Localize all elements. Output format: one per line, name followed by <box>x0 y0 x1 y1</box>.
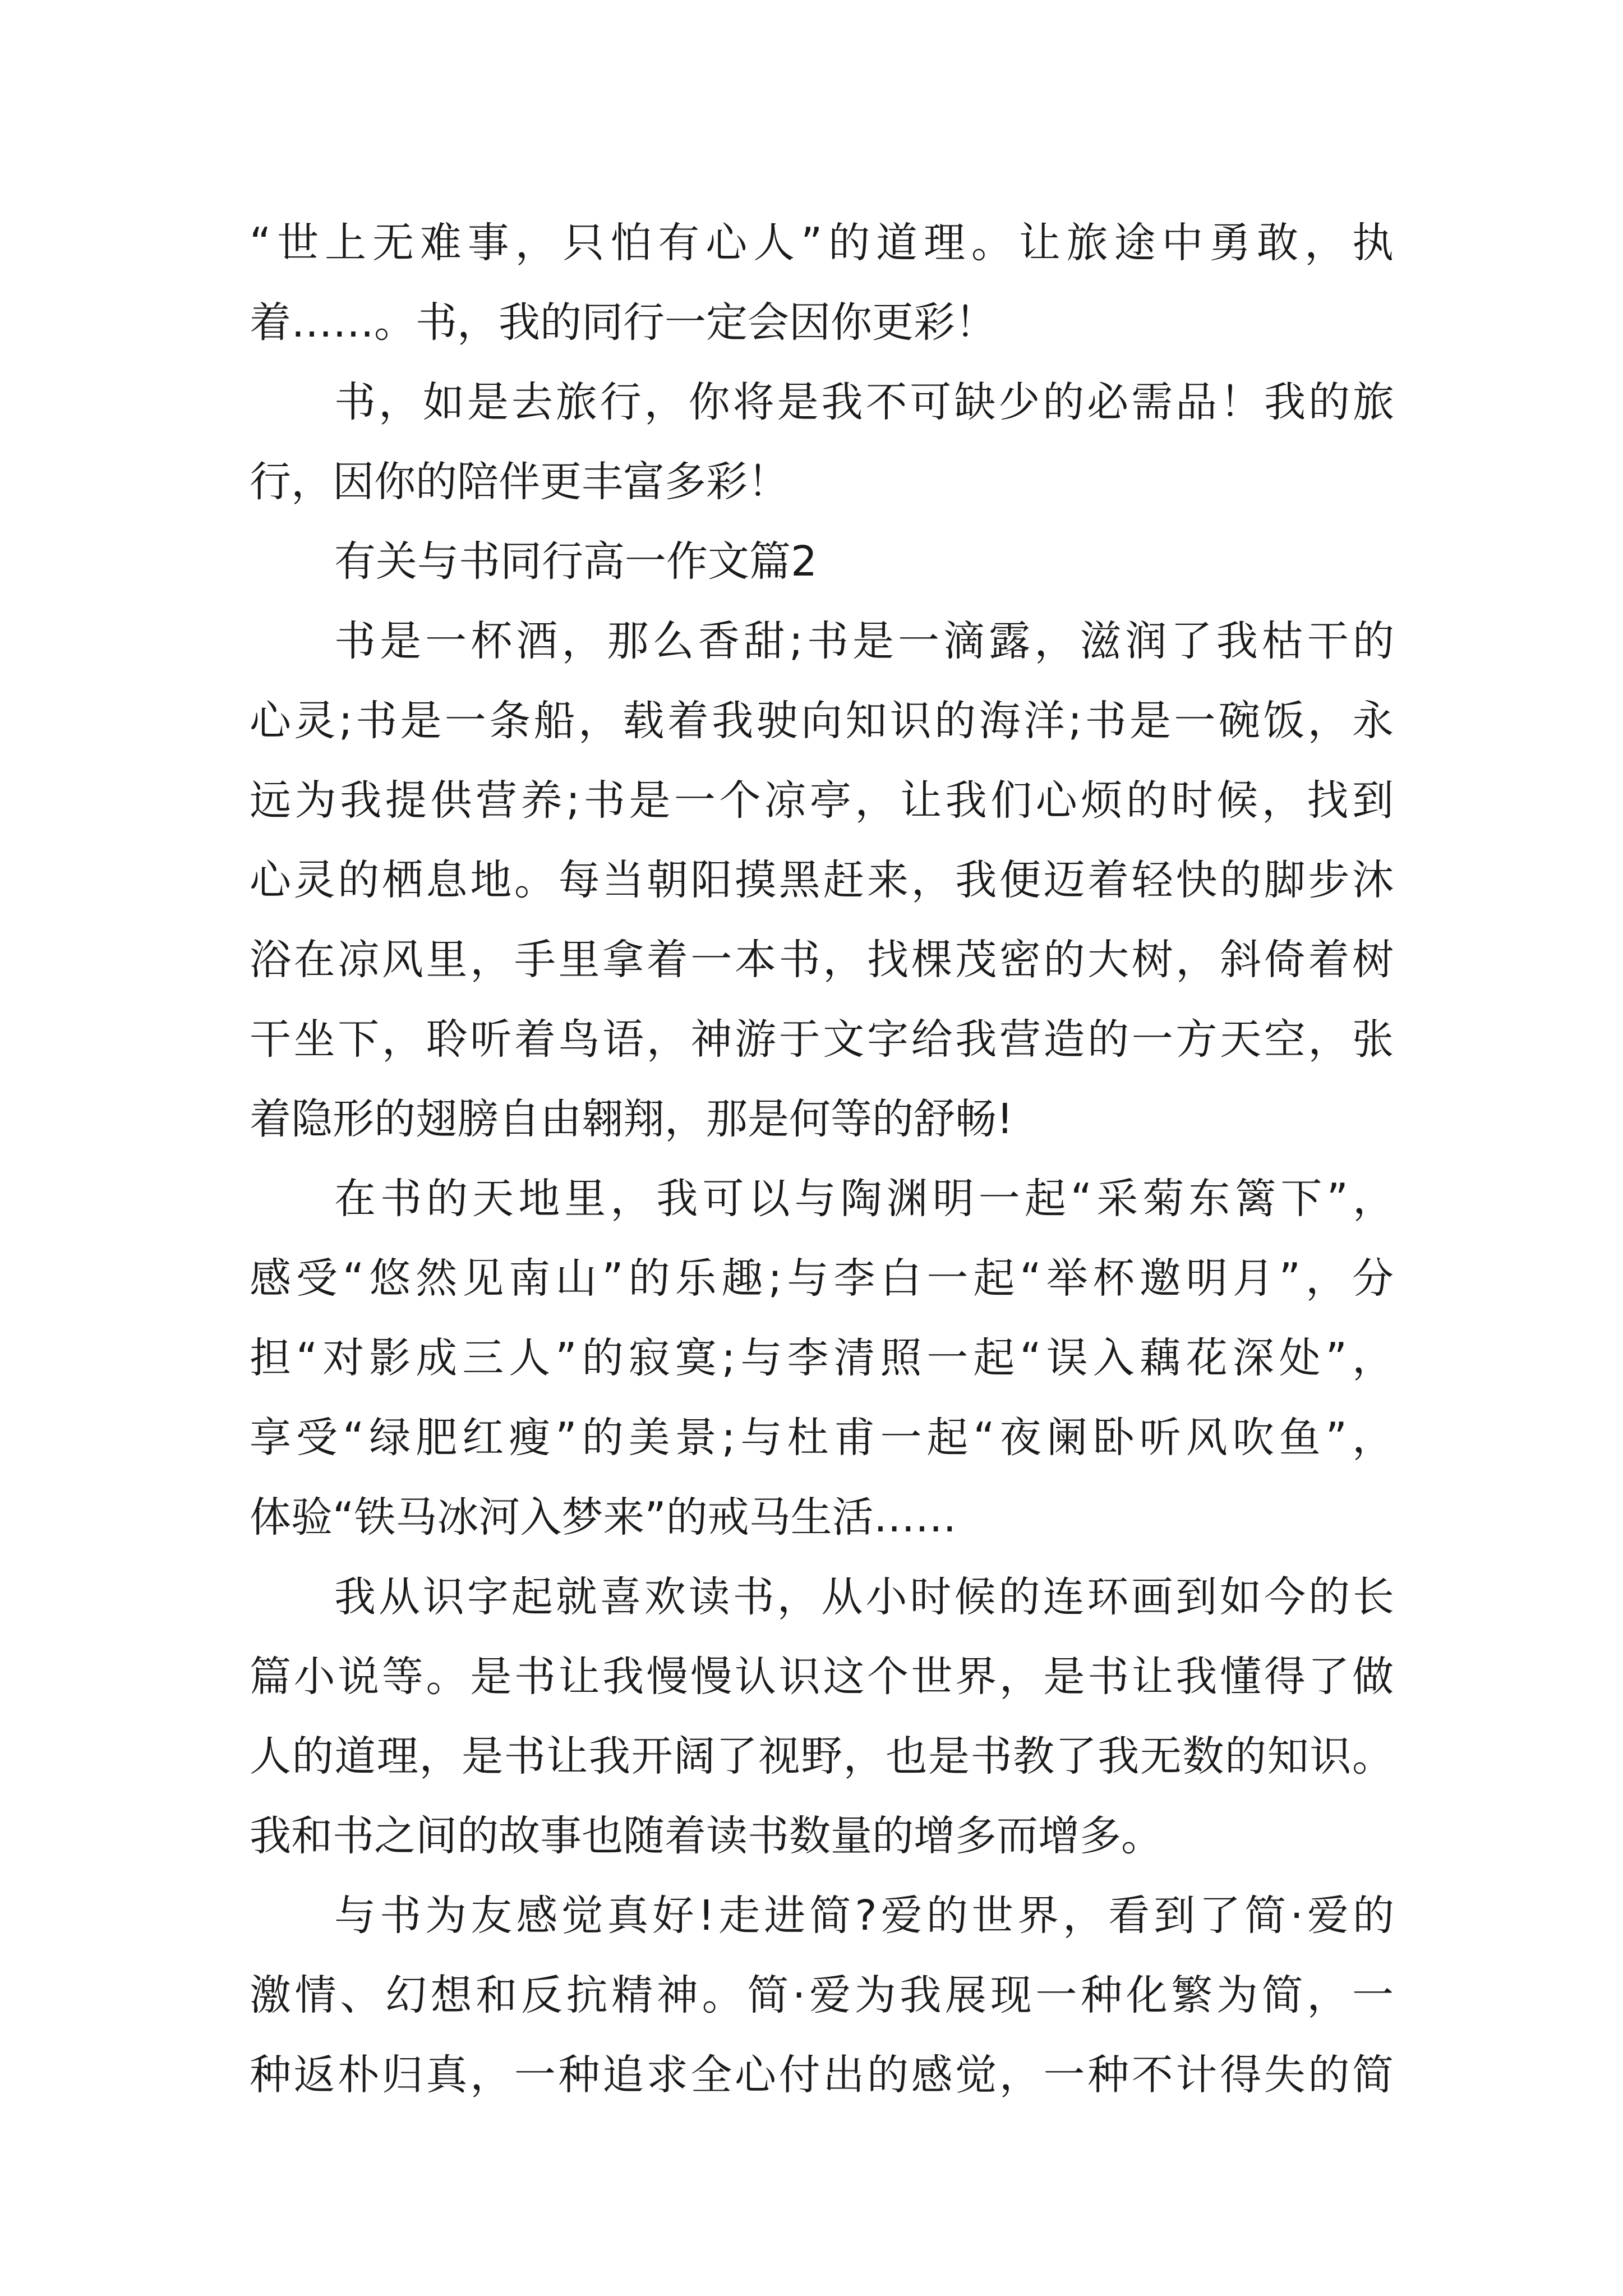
text-line: 体验“铁马冰河入梦来”的戒马生活…… <box>250 1493 957 1542</box>
text-line: 感受“悠然见南山”的乐趣;与李白一起“举杯邀明月”，分 <box>250 1254 1394 1303</box>
text-line: 我和书之间的故事也随着读书数量的增多而增多。 <box>250 1812 1163 1860</box>
text-line: 篇小说等。是书让我慢慢认识这个世界，是书让我懂得了做 <box>250 1653 1394 1701</box>
text-line: “世上无难事，只怕有心人”的道理。让旅途中勇敢，执 <box>250 219 1394 267</box>
text-line: 心灵的栖息地。每当朝阳摸黑赶来，我便迈着轻快的脚步沐 <box>250 856 1394 904</box>
text-line: 书是一杯酒，那么香甜;书是一滴露，滋润了我枯干的 <box>334 617 1394 665</box>
text-line: 着……。书，我的同行一定会因你更彩！ <box>250 298 997 347</box>
text-line: 远为我提供营养;书是一个凉亭，让我们心烦的时候，找到 <box>250 776 1394 825</box>
text-line: 我从识字起就喜欢读书，从小时候的连环画到如今的长 <box>334 1573 1394 1621</box>
text-line: 种返朴归真，一种追求全心付出的感觉，一种不计得失的简 <box>250 2051 1394 2099</box>
text-line: 享受“绿肥红瘦”的美景;与杜甫一起“夜阑卧听风吹鱼”， <box>250 1414 1394 1462</box>
text-line: 书，如是去旅行，你将是我不可缺少的必需品！我的旅 <box>334 378 1394 426</box>
text-line: 干坐下，聆听着鸟语，神游于文字给我营造的一方天空，张 <box>250 1015 1394 1064</box>
section-heading: 有关与书同行高一作文篇2 <box>334 537 818 586</box>
text-line: 行，因你的陪伴更丰富多彩！ <box>250 458 789 506</box>
text-line: 与书为友感觉真好!走进简?爱的世界，看到了简·爱的 <box>334 1892 1394 1940</box>
text-line: 浴在凉风里，手里拿着一本书，找棵茂密的大树，斜倚着树 <box>250 936 1394 984</box>
text-line: 激情、幻想和反抗精神。简·爱为我展现一种化繁为简，一 <box>250 1971 1394 2019</box>
text-line: 心灵;书是一条船，载着我驶向知识的海洋;书是一碗饭，永 <box>250 697 1394 745</box>
text-line: 在书的天地里，我可以与陶渊明一起“采菊东篱下”， <box>334 1175 1394 1223</box>
text-line: 担“对影成三人”的寂寞;与李清照一起“误入藕花深处”， <box>250 1334 1394 1382</box>
text-line: 着隐形的翅膀自由翱翔，那是何等的舒畅! <box>250 1095 1013 1143</box>
text-line: 人的道理，是书让我开阔了视野，也是书教了我无数的知识。 <box>250 1732 1394 1780</box>
